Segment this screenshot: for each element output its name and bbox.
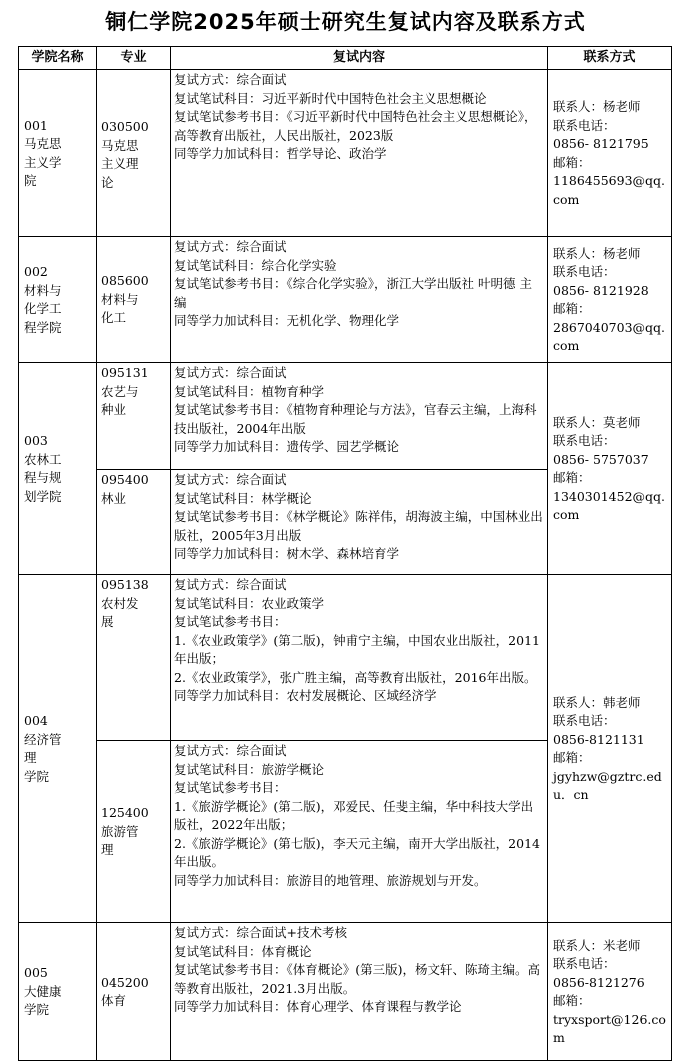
college-cell bbox=[19, 923, 97, 1061]
contact-cell bbox=[548, 923, 672, 1061]
college-line: 主义学 bbox=[24, 154, 62, 170]
content-cell bbox=[171, 470, 548, 575]
contact-person: 联系人：米老师 bbox=[553, 937, 641, 953]
content-line: 复试方式：综合面试 bbox=[174, 472, 287, 487]
header-content: 复试内容 bbox=[171, 47, 548, 70]
content-cell bbox=[171, 237, 548, 363]
contact-email: tryxsport@126.com bbox=[553, 1011, 666, 1045]
header-college: 学院名称 bbox=[19, 47, 97, 70]
contact-cell bbox=[548, 70, 672, 237]
college-line: 程与规 bbox=[24, 470, 62, 485]
content-line: 2.《旅游学概论》(第七版)，李天元主编，南开大学出版社，2014年出版。 bbox=[174, 835, 540, 869]
content-line: 复试笔试科目：植物育种学 bbox=[174, 383, 325, 399]
major-cell bbox=[97, 470, 171, 575]
content-cell bbox=[171, 741, 548, 923]
major-line: 农艺与 bbox=[101, 383, 139, 399]
major-line: 论 bbox=[101, 174, 114, 190]
content-line: 复试笔试参考书目：《植物育种理论与方法》，官春云主编，上海科技出版社，2004年出版 bbox=[174, 402, 537, 436]
content-line: 复试笔试参考书目：《林学概论》陈祥伟，胡海波主编，中国林业出版社，2005年3月出版 bbox=[174, 509, 543, 543]
content-line: 同等学力加试科目：树木学、森林培育学 bbox=[174, 546, 400, 561]
major-line: 045200 bbox=[101, 974, 149, 990]
major-cell bbox=[97, 575, 171, 741]
content-line: 复试笔试参考书目： bbox=[174, 780, 287, 795]
major-line: 085600 bbox=[101, 273, 149, 289]
college-cell bbox=[19, 363, 97, 575]
college-line: 002 bbox=[24, 264, 48, 279]
contact-phone: 0856- 5757037 bbox=[553, 451, 649, 467]
major-line: 095138 bbox=[101, 577, 149, 592]
content-line: 复试笔试参考书目： bbox=[174, 614, 287, 629]
content-line: 复试方式：综合面试 bbox=[174, 72, 287, 87]
contact-cell bbox=[548, 363, 672, 575]
contact-person: 联系人：莫老师 bbox=[553, 414, 641, 430]
content-cell bbox=[171, 70, 548, 237]
content-line: 复试笔试科目：林学概论 bbox=[174, 490, 312, 506]
contact-email-label: 邮箱： bbox=[553, 750, 591, 765]
college-line: 005 bbox=[24, 965, 48, 981]
content-line: 复试笔试科目：综合化学实验 bbox=[174, 257, 337, 273]
contact-person: 联系人：韩老师 bbox=[553, 694, 641, 710]
table-row bbox=[19, 363, 672, 470]
college-line: 001 bbox=[24, 117, 48, 133]
college-line: 004 bbox=[24, 713, 48, 728]
contact-phone-label: 联系电话： bbox=[553, 117, 616, 133]
content-line: 同等学力加试科目：旅游目的地管理、旅游规划与开发。 bbox=[174, 872, 487, 888]
table-row bbox=[19, 237, 672, 363]
contact-email-label: 邮箱： bbox=[553, 470, 591, 485]
major-line: 化工 bbox=[101, 310, 127, 326]
major-line: 马克思 bbox=[101, 137, 139, 153]
college-cell bbox=[19, 70, 97, 237]
content-line: 复试笔试参考书目：《综合化学实验》，浙江大学出版社 叶明德 主编 bbox=[174, 276, 532, 310]
content-line: 复试笔试科目：体育概论 bbox=[174, 943, 312, 959]
major-line: 体育 bbox=[101, 993, 127, 1008]
contact-email: 1340301452@qq.com bbox=[553, 488, 666, 522]
content-line: 复试笔试科目：农业政策学 bbox=[174, 595, 325, 611]
major-line: 农村发 bbox=[101, 595, 139, 611]
contact-email: 2867040703@qq.com bbox=[553, 319, 666, 353]
content-line: 1.《旅游学概论》(第二版)，邓爱民、任斐主编，华中科技大学出版社，2022年出版； bbox=[174, 798, 534, 832]
content-line: 复试笔试参考书目：《习近平新时代中国特色社会主义思想概论》，高等教育出版社，人民出版社，2023版 bbox=[174, 109, 537, 143]
content-line: 复试笔试参考书目：《体育概论》(第三版)，杨文轩、陈琦主编。高等教育出版社，2021.3月出版。 bbox=[174, 962, 541, 996]
content-line: 复试方式：综合面试 bbox=[174, 743, 287, 758]
major-line: 展 bbox=[101, 614, 114, 629]
content-line: 同等学力加试科目：遗传学、园艺学概论 bbox=[174, 439, 400, 454]
contact-email: 1186455693@qq.com bbox=[553, 173, 666, 207]
content-cell bbox=[171, 363, 548, 470]
college-line: 理 bbox=[24, 750, 37, 765]
contact-phone: 0856-8121131 bbox=[553, 731, 645, 747]
header-contact: 联系方式 bbox=[548, 47, 672, 70]
contact-phone: 0856-8121276 bbox=[553, 974, 645, 990]
major-line: 理 bbox=[101, 842, 114, 858]
contact-phone: 0856- 8121928 bbox=[553, 282, 649, 298]
major-line: 095131 bbox=[101, 365, 149, 380]
college-line: 学院 bbox=[24, 1002, 50, 1018]
major-line: 030500 bbox=[101, 119, 149, 134]
college-line: 化学工 bbox=[24, 301, 62, 316]
major-line: 种业 bbox=[101, 402, 127, 417]
header-row bbox=[19, 47, 672, 70]
college-line: 院 bbox=[24, 173, 37, 188]
content-line: 复试方式：综合面试 bbox=[174, 365, 287, 380]
contact-cell bbox=[548, 237, 672, 363]
contact-phone-label: 联系电话： bbox=[553, 956, 616, 971]
college-line: 经济管 bbox=[24, 731, 62, 747]
content-line: 复试笔试科目：旅游学概论 bbox=[174, 761, 325, 777]
contact-person: 联系人：杨老师 bbox=[553, 99, 641, 114]
interview-table bbox=[18, 46, 672, 1061]
content-cell bbox=[171, 923, 548, 1061]
table-row bbox=[19, 70, 672, 237]
major-line: 旅游管 bbox=[101, 823, 139, 839]
contact-phone-label: 联系电话： bbox=[553, 433, 616, 448]
contact-phone-label: 联系电话： bbox=[553, 264, 616, 279]
major-line: 材料与 bbox=[101, 291, 139, 307]
content-cell bbox=[171, 575, 548, 741]
college-line: 农林工 bbox=[24, 451, 62, 467]
contact-email-label: 邮箱： bbox=[553, 301, 591, 316]
college-line: 学院 bbox=[24, 768, 50, 784]
major-line: 095400 bbox=[101, 472, 149, 487]
contact-person: 联系人：杨老师 bbox=[553, 245, 641, 261]
contact-cell bbox=[548, 575, 672, 923]
contact-email-label: 邮箱： bbox=[553, 154, 591, 170]
college-cell bbox=[19, 575, 97, 923]
page-title: 铜仁学院2025年硕士研究生复试内容及联系方式 bbox=[105, 10, 586, 34]
college-line: 材料与 bbox=[24, 282, 62, 298]
content-line: 复试方式：综合面试 bbox=[174, 577, 287, 592]
major-line: 林业 bbox=[101, 490, 127, 506]
content-line: 复试方式：综合面试 bbox=[174, 239, 287, 254]
college-cell bbox=[19, 237, 97, 363]
table-row bbox=[19, 923, 672, 1061]
contact-phone: 0856- 8121795 bbox=[553, 136, 649, 151]
college-line: 马克思 bbox=[24, 136, 62, 151]
major-line: 125400 bbox=[101, 805, 149, 821]
contact-email-label: 邮箱： bbox=[553, 993, 591, 1008]
major-cell bbox=[97, 923, 171, 1061]
contact-email: jgyhzw@gztrc.edu．cn bbox=[553, 768, 662, 802]
content-line: 同等学力加试科目：农村发展概论、区域经济学 bbox=[174, 688, 437, 703]
contact-phone-label: 联系电话： bbox=[553, 713, 616, 728]
major-line: 主义理 bbox=[101, 156, 139, 171]
header-major: 专业 bbox=[97, 47, 171, 70]
content-line: 同等学力加试科目：无机化学、物理化学 bbox=[174, 313, 400, 328]
content-line: 复试笔试科目：习近平新时代中国特色社会主义思想概论 bbox=[174, 90, 487, 106]
college-line: 大健康 bbox=[24, 983, 62, 999]
college-line: 003 bbox=[24, 433, 48, 448]
content-line: 复试方式：综合面试+技术考核 bbox=[174, 925, 347, 940]
content-line: 2.《农业政策学》，张广胜主编，高等教育出版社，2016年出版。 bbox=[174, 669, 537, 685]
college-line: 程学院 bbox=[24, 319, 62, 335]
major-cell bbox=[97, 741, 171, 923]
major-cell bbox=[97, 237, 171, 363]
content-line: 同等学力加试科目：体育心理学、体育课程与教学论 bbox=[174, 999, 462, 1014]
table-row bbox=[19, 575, 672, 741]
college-line: 划学院 bbox=[24, 488, 62, 504]
major-cell bbox=[97, 70, 171, 237]
content-line: 1.《农业政策学》(第二版)，钟甫宁主编，中国农业出版社，2011 年出版； bbox=[174, 632, 540, 666]
content-line: 同等学力加试科目：哲学导论、政治学 bbox=[174, 146, 387, 161]
major-cell bbox=[97, 363, 171, 470]
